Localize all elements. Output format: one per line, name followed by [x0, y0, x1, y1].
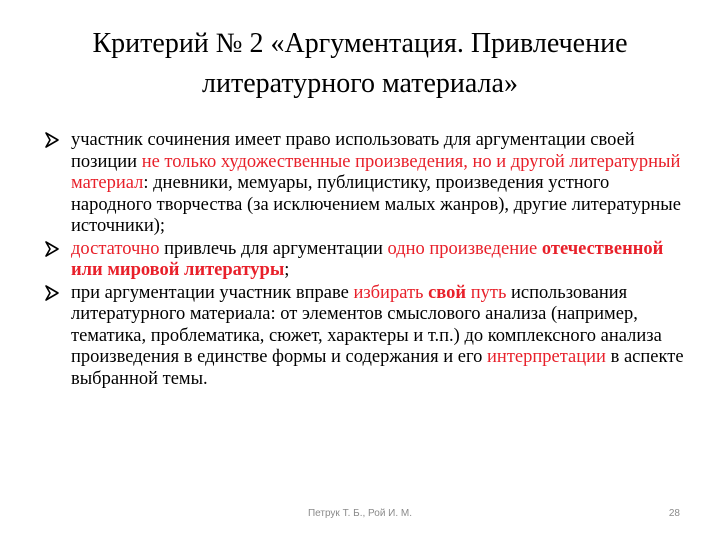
bullet-list: [44, 130, 694, 391]
bullet-3-highlight-2: путь: [466, 282, 507, 303]
footer-author: Петрук Т. Б., Рой И. М.: [307, 508, 413, 519]
bullet-2-text: привлечь для аргументации: [159, 238, 388, 259]
bullet-3-end: в аспекте выбранной темы.: [71, 347, 684, 389]
title-line-2: литературного материала»: [202, 68, 518, 99]
page-number: 28: [668, 508, 680, 519]
bullet-1-highlight: не только художественные произведения, но и другой литературный материал: [71, 151, 681, 193]
bullet-3-highlight-1: избирать: [353, 282, 429, 303]
slide-title: [40, 24, 680, 104]
bullet-3-middle: использования литературного материала: от элементов смыслового анализа (например, тематика, проблематика, сюжет, характеры и т.п.) до комплексного анализа произведения в единстве формы и содержания и его: [71, 282, 662, 367]
bullet-2-highlight-bold: отечественной или мировой литературы: [71, 238, 664, 280]
arrow-bullet-icon: [44, 240, 60, 258]
bullet-3-highlight-bold: свой: [428, 282, 467, 303]
bullet-2-highlight-2: одно произведение: [387, 238, 542, 259]
bullet-1-text: участник сочинения имеет право использовать для аргументации своей позиции: [71, 130, 635, 172]
title-line-1: Критерий № 2 «Аргументация. Привлечение: [92, 28, 628, 59]
bullet-item-1: [44, 130, 694, 238]
bullet-1-rest: : дневники, мемуары, публицистику, произведения устного народного творчества (за исключением малых жанров), другие литературные источники);: [71, 173, 681, 236]
arrow-bullet-icon: [44, 284, 60, 302]
bullet-item-3: [44, 283, 694, 391]
bullet-item-2: [44, 239, 694, 282]
bullet-2-highlight-1: достаточно: [71, 238, 160, 259]
bullet-2-end: ;: [284, 260, 290, 280]
bullet-3-highlight-3: интерпретации: [487, 347, 606, 367]
arrow-bullet-icon: [44, 131, 60, 149]
bullet-3-text: при аргументации участник вправе: [71, 282, 354, 303]
